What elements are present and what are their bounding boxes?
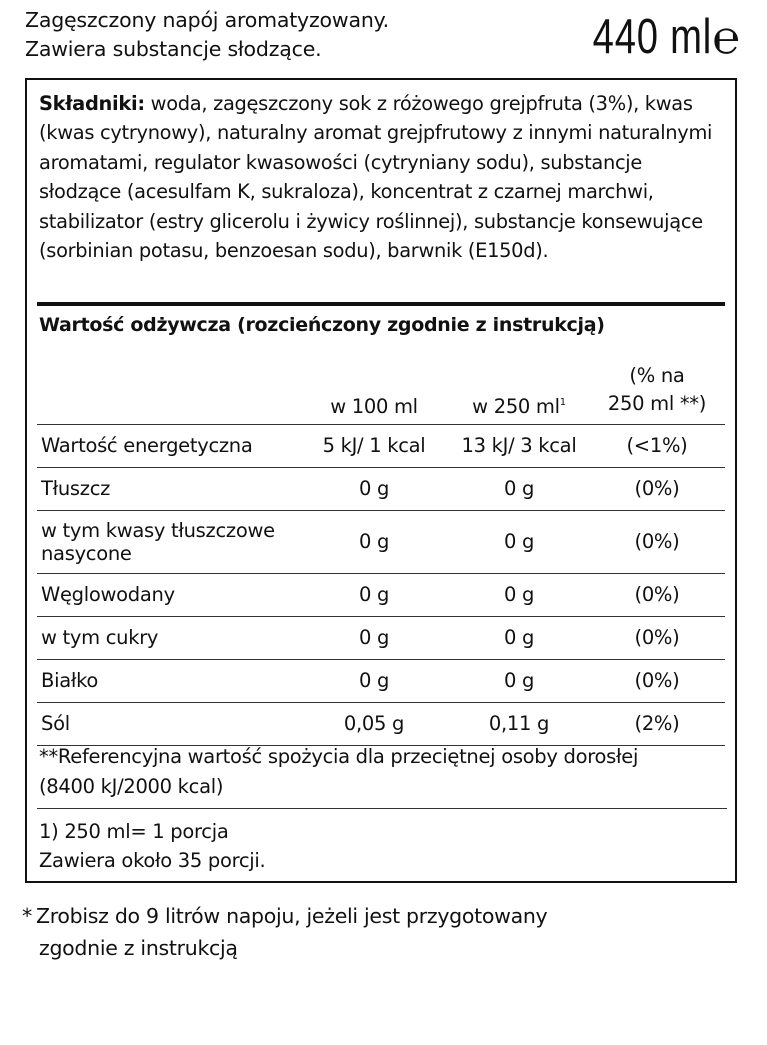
ingredients-text bbox=[39, 89, 719, 265]
value-per-100ml: 0 g bbox=[299, 467, 449, 510]
nutrient-name: w tym kwasy tłuszczowe nasycone bbox=[37, 510, 299, 573]
value-per-250ml: 0 g bbox=[449, 573, 589, 616]
header-reference-intake: (% na 250 ml **) bbox=[589, 344, 725, 424]
volume-value: 440 ml bbox=[592, 10, 713, 64]
header-superscript: 1 bbox=[559, 396, 566, 408]
table-row bbox=[37, 659, 725, 702]
nutrition-notes bbox=[37, 742, 727, 875]
value-per-250ml: 0,11 g bbox=[449, 702, 589, 745]
nutrient-name: Tłuszcz bbox=[37, 467, 299, 510]
nutrient-name: Wartość energetyczna bbox=[37, 424, 299, 467]
value-per-250ml: 0 g bbox=[449, 659, 589, 702]
nutrient-name: Sól bbox=[37, 702, 299, 745]
header-empty bbox=[37, 344, 299, 424]
value-reference-intake: (0%) bbox=[589, 616, 725, 659]
header-per-100ml: w 100 ml bbox=[299, 344, 449, 424]
value-per-100ml: 0 g bbox=[299, 659, 449, 702]
nutrient-name: Węglowodany bbox=[37, 573, 299, 616]
value-per-100ml: 0 g bbox=[299, 510, 449, 573]
portion-note: 1) 250 ml= 1 porcja Zawiera około 35 porcji. bbox=[39, 820, 266, 872]
estimated-sign-icon: ℮ bbox=[712, 10, 740, 64]
value-per-250ml: 13 kJ/ 3 kcal bbox=[449, 424, 589, 467]
nutrition-table bbox=[37, 344, 725, 746]
table-row bbox=[37, 702, 725, 745]
description-line-2: Zawiera substancje słodzące. bbox=[25, 37, 322, 61]
table-row bbox=[37, 510, 725, 573]
value-per-100ml: 0,05 g bbox=[299, 702, 449, 745]
value-reference-intake: (<1%) bbox=[589, 424, 725, 467]
section-divider bbox=[37, 302, 725, 306]
header-per-250ml: w 250 $ml^1$ bbox=[449, 344, 589, 424]
notes-divider bbox=[37, 808, 727, 809]
value-per-250ml: 0 g bbox=[449, 616, 589, 659]
value-per-250ml: 0 g bbox=[449, 510, 589, 573]
value-reference-intake: (2%) bbox=[589, 702, 725, 745]
nutrition-title: Wartość odżywcza (rozcieńczony zgodnie z instrukcją) bbox=[39, 314, 605, 336]
value-per-100ml: 0 g bbox=[299, 616, 449, 659]
product-header bbox=[25, 6, 740, 74]
nutrient-name: Białko bbox=[37, 659, 299, 702]
table-row bbox=[37, 573, 725, 616]
value-reference-intake: (0%) bbox=[589, 573, 725, 616]
value-per-100ml: 0 g bbox=[299, 573, 449, 616]
table-row bbox=[37, 616, 725, 659]
value-per-100ml: 5 kJ/ 1 kcal bbox=[299, 424, 449, 467]
nutrition-label-box bbox=[25, 78, 737, 883]
value-reference-intake: (0%) bbox=[589, 659, 725, 702]
value-reference-intake: (0%) bbox=[589, 467, 725, 510]
volume-label bbox=[559, 6, 740, 68]
table-row bbox=[37, 467, 725, 510]
value-reference-intake: (0%) bbox=[589, 510, 725, 573]
description-line-1: Zagęszczony napój aromatyzowany. bbox=[25, 8, 389, 32]
preparation-footnote: * Zrobisz do 9 litrów napoju, jeżeli jest przygotowany zgodnie z instrukcją bbox=[22, 900, 722, 964]
value-per-250ml: 0 g bbox=[449, 467, 589, 510]
ingredients-list: woda, zagęszczony sok z różowego grejpfruta (3%), kwas (kwas cytrynowy), naturalny aromat grejpfrutowy z innymi naturalnymi aromatami, regulator kwasowości (cytryniany sodu), substancje słodzące (acesulfam K, sukraloza), koncentrat z czarnej marchwi, stabilizator (estry glicerolu i żywicy roślinnej), substancje konsewujące (sorbinian potasu, benzoesan sodu), barwnik (E150d). bbox=[39, 92, 713, 263]
table-header-row bbox=[37, 344, 725, 424]
table-row bbox=[37, 424, 725, 467]
ingredients-label: Składniki: bbox=[39, 92, 145, 115]
nutrient-name: w tym cukry bbox=[37, 616, 299, 659]
reference-intake-note: **Referencyjna wartość spożycia dla przeciętnej osoby dorosłej (8400 kJ/2000 kcal) bbox=[39, 745, 639, 798]
asterisk: * bbox=[22, 904, 32, 928]
